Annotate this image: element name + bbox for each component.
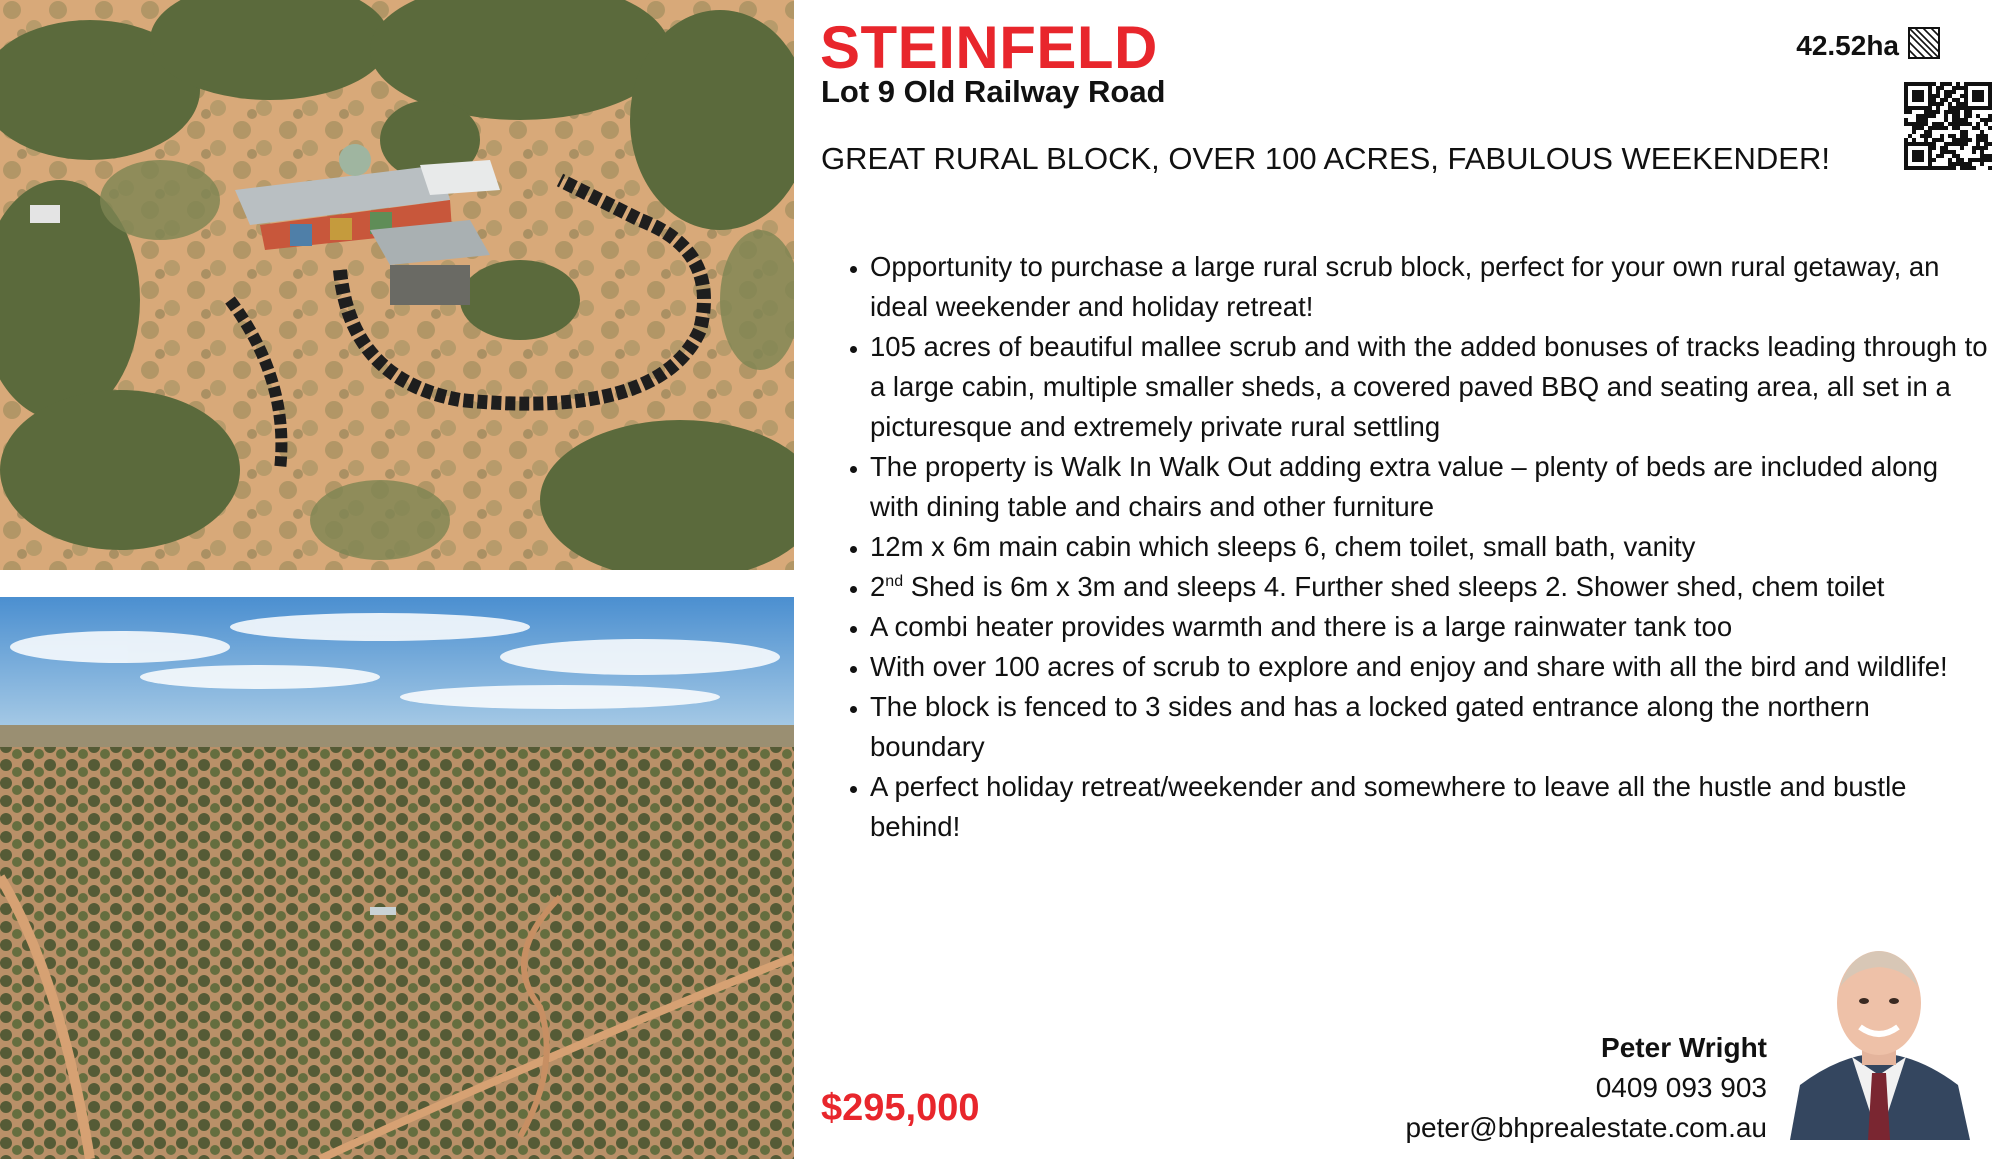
list-item: • 2nd Shed is 6m x 3m and sleeps 4. Further shed sleeps 2. Shower shed, chem toilet [870,567,1990,607]
land-area [1796,26,1941,65]
listing-price: $295,000 [821,1087,980,1129]
agent-email[interactable]: peter@bhprealestate.com.au [1405,1112,1767,1143]
qr-code-icon[interactable] [1904,82,1992,170]
listing-headline: GREAT RURAL BLOCK, OVER 100 ACRES, FABULOUS WEEKENDER! [821,141,1830,176]
listing-address: Lot 9 Old Railway Road [821,74,1166,109]
list-item: • 105 acres of beautiful mallee scrub and with the added bonuses of tracks leading through to a large cabin, multiple smaller sheds, a covered paved BBQ and seating area, all set in a picturesque and extremely private rural settling [870,327,1990,447]
land-area-value: 42.52ha [1796,29,1899,61]
photo-cabin-aerial [0,0,794,570]
listing-title: STEINFELD [820,14,1158,81]
list-item: • With over 100 acres of scrub to explore and enjoy and share with all the bird and wildlife! [870,647,1990,687]
list-item: • Opportunity to purchase a large rural scrub block, perfect for your own rural getaway, an ideal weekender and holiday retreat! [870,247,1990,327]
list-item: • A combi heater provides warmth and there is a large rainwater tank too [870,607,1990,647]
list-item: • A perfect holiday retreat/weekender and somewhere to leave all the hustle and bustle behind! [870,767,1990,847]
photo-landscape-aerial [0,597,794,1159]
agent-name: Peter Wright [1601,1032,1767,1063]
agent-photo [1780,935,1978,1140]
list-item: • The property is Walk In Walk Out adding extra value – plenty of beds are included along with dining table and chairs and other furniture [870,447,1990,527]
agent-phone[interactable]: 0409 093 903 [1595,1072,1767,1103]
agent-contact [1405,1028,1767,1148]
feature-list [840,247,1990,847]
list-item: • 12m x 6m main cabin which sleeps 6, chem toilet, small bath, vanity [870,527,1990,567]
list-item: • The block is fenced to 3 sides and has a locked gated entrance along the northern boundary [870,687,1990,767]
hatched-square-icon [1907,26,1941,65]
